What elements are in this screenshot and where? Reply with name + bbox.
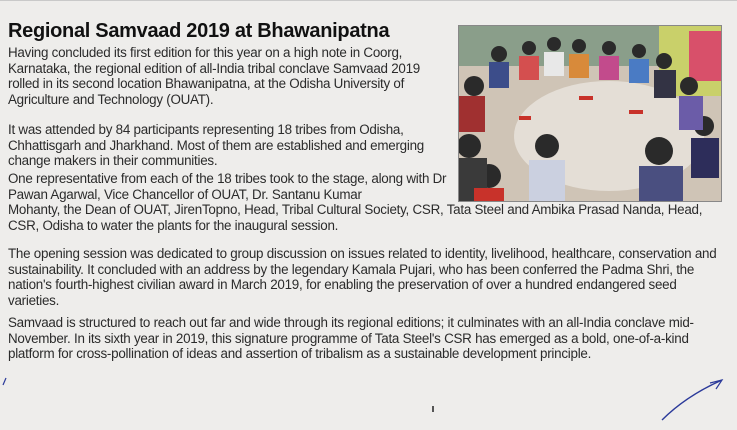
article-photo: [458, 25, 722, 202]
pen-mark: [660, 377, 725, 422]
paragraph-representatives-start: One representative from each of the 18 tribes took to the stage, along with Dr Pawan Agarwal, Vice Chancellor of OUAT, Dr. Santanu Kumar: [8, 171, 447, 202]
paragraph-samvaad-structure: Samvaad is structured to reach out far and wide through its regional editions; it culminates with an all-India conclave mid-November. In its sixth year in 2019, this signature programme of Tata Steel's CSR has emerged as a bold, one-of-a-kind platform for cross-pollination of ideas and assertion of tribalism as a sustainable development principle.: [8, 315, 694, 361]
paragraph-intro: Having concluded its first edition for this year on a high note in Coorg, Karnataka, the regional edition of all-India tribal conclave Samvaad 2019 rolled in its second location Bhawanipatna, at the Odisha University of Agriculture and Technology (OUAT).: [8, 45, 421, 107]
paragraph-opening-session: The opening session was dedicated to group discussion on issues related to identity, livelihood, healthcare, conservation and sustainability. It concluded with an address by the legendary Kamala Pujari, who has been conferred the Padma Shri, the nation's fourth-highest civilian award in March 2019, for enabling the preservation of over a hundred endangered seed varieties.: [8, 246, 717, 308]
article-title: Regional Samvaad 2019 at Bhawanipatna: [8, 20, 390, 42]
paragraph-representatives: [8, 171, 703, 233]
paragraph-representatives-end: Mohanty, the Dean of OUAT, JirenTopno, Head, Tribal Cultural Society, CSR, Tata Steel and Ambika Prasad Nanda, Head, CSR, Odisha to water the plants for the inaugural session.: [8, 202, 703, 233]
paragraph-attendance: It was attended by 84 participants representing 18 tribes from Odisha, Chhattisgarh and Jharkhand. Most of them are established and emerging change makers in their communities.: [8, 122, 424, 168]
print-speck: [432, 406, 434, 412]
margin-mark: [2, 376, 10, 386]
group-discussion-photo: [459, 26, 721, 201]
